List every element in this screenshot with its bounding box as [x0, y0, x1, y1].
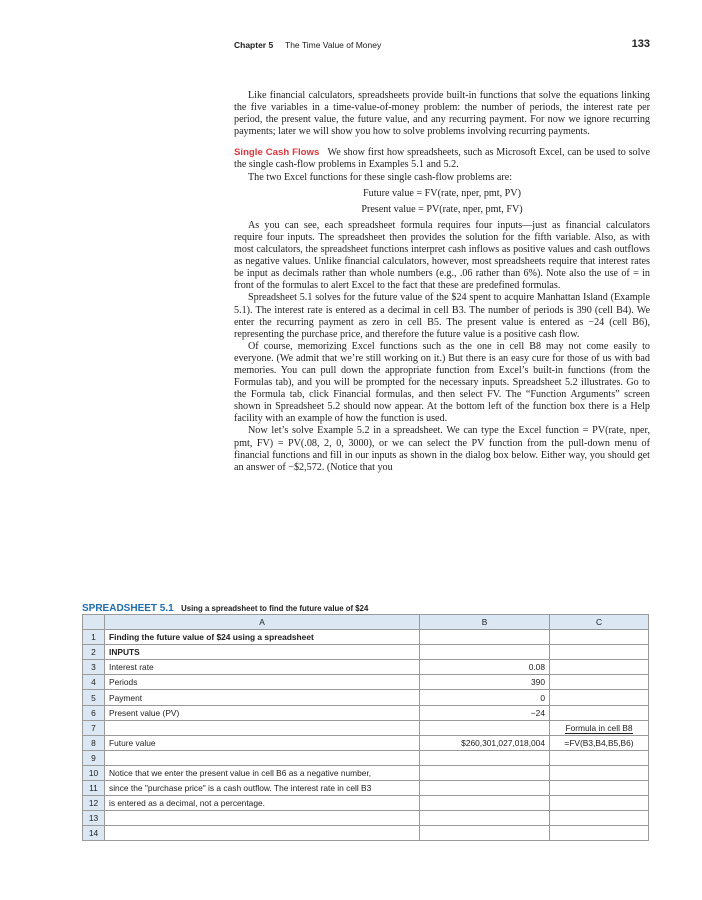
- cell-b13: [420, 811, 550, 826]
- table-row: [83, 630, 649, 645]
- table-row: [83, 690, 649, 705]
- column-header-a: A: [105, 615, 420, 630]
- spreadsheet-table: [82, 614, 649, 841]
- formula-note-label: Formula in cell B8: [565, 722, 633, 733]
- row-number: 7: [83, 720, 105, 735]
- cell-b11: [420, 781, 550, 796]
- cell-b1: [420, 630, 550, 645]
- cell-b7: [420, 720, 550, 735]
- cell-c2: [550, 645, 649, 660]
- cell-c6: [550, 705, 649, 720]
- table-row: [83, 675, 649, 690]
- table-row: [83, 750, 649, 765]
- row-number: 8: [83, 735, 105, 750]
- body-text: [234, 90, 650, 474]
- cell-a7: [105, 720, 420, 735]
- cell-a13: [105, 811, 420, 826]
- row-number: 6: [83, 705, 105, 720]
- cell-b10: [420, 765, 550, 780]
- corner-cell: [83, 615, 105, 630]
- row-number: 2: [83, 645, 105, 660]
- page-number: 133: [631, 38, 650, 50]
- paragraph-6: Of course, memorizing Excel functions such as the one in cell B8 may not come easily to everyone. (We admit that we’re still working on it.) But there is an easy cure for those of us with bad memories. You can pull down the appropriate function from Excel’s built-in functions (from the Formulas tab), and you will be prompted for the necessary inputs. Spreadsheet 5.2 illustrates. Go to the Formula tab, click Financial formulas, and then select FV. The “Function Arguments” screen shown in Spreadsheet 5.2 should now appear. At the bottom left of the function box there is a Help facility with an example of how the function is used.: [234, 340, 650, 425]
- cell-a9: [105, 750, 420, 765]
- cell-a2: INPUTS: [105, 645, 420, 660]
- paragraph-2-text: We show first how spreadsheets, such as Microsoft Excel, can be used to solve the single cash-flow problems in Examples 5.1 and 5.2.: [234, 147, 650, 171]
- table-row: [83, 781, 649, 796]
- cell-c1: [550, 630, 649, 645]
- chapter-title: The Time Value of Money: [285, 40, 382, 50]
- row-number: 1: [83, 630, 105, 645]
- cell-c8: =FV(B3,B4,B5,B6): [550, 735, 649, 750]
- row-number: 5: [83, 690, 105, 705]
- table-row: [83, 645, 649, 660]
- cell-c4: [550, 675, 649, 690]
- cell-a12: is entered as a decimal, not a percentage.: [105, 796, 420, 811]
- cell-c9: [550, 750, 649, 765]
- row-number: 11: [83, 781, 105, 796]
- cell-a4: Periods: [105, 675, 420, 690]
- paragraph-2: [234, 147, 650, 171]
- section-heading: Single Cash Flows: [234, 147, 320, 159]
- cell-a10: Notice that we enter the present value in cell B6 as a negative number,: [105, 765, 420, 780]
- cell-b14: [420, 826, 550, 841]
- page-header: [234, 38, 650, 54]
- cell-a6: Present value (PV): [105, 705, 420, 720]
- cell-c12: [550, 796, 649, 811]
- cell-c3: [550, 660, 649, 675]
- table-row: [83, 796, 649, 811]
- cell-b2: [420, 645, 550, 660]
- table-row: [83, 811, 649, 826]
- cell-c10: [550, 765, 649, 780]
- formula-future-value: Future value = FV(rate, nper, pmt, PV): [363, 187, 521, 199]
- column-header-b: B: [420, 615, 550, 630]
- cell-a3: Interest rate: [105, 660, 420, 675]
- formula-present-value: Present value = PV(rate, nper, pmt, FV): [361, 203, 523, 215]
- row-number: 3: [83, 660, 105, 675]
- chapter-number: Chapter 5: [234, 40, 274, 50]
- table-row: [83, 765, 649, 780]
- cell-b8: $260,301,027,018,004: [420, 735, 550, 750]
- cell-a14: [105, 826, 420, 841]
- column-header-row: [83, 615, 649, 630]
- cell-c14: [550, 826, 649, 841]
- table-row: [83, 826, 649, 841]
- paragraph-4: As you can see, each spreadsheet formula requires four inputs—just as financial calculators require four inputs. The spreadsheet then provides the solution for the fifth variable. Also, as with most calculators, the spreadsheet functions interpret cash inflows as positive values and cash outflows as negative values. Unlike financial calculators, however, most spreadsheets require that interest rates be input as decimals rather than whole numbers (e.g., .06 rather than 6%). Note also the use of = in front of the formulas to alert Excel to the fact that these are predefined formulas.: [234, 219, 650, 292]
- cell-b4: 390: [420, 675, 550, 690]
- table-row: [83, 735, 649, 750]
- cell-c13: [550, 811, 649, 826]
- row-number: 12: [83, 796, 105, 811]
- cell-b5: 0: [420, 690, 550, 705]
- table-row: [83, 660, 649, 675]
- row-number: 10: [83, 765, 105, 780]
- cell-a5: Payment: [105, 690, 420, 705]
- paragraph-5: Spreadsheet 5.1 solves for the future value of the $24 spent to acquire Manhattan Island (Example 5.1). The interest rate is entered as a decimal in cell B3. The number of periods is 390 (cell B4). We enter the recurring payment as zero in cell B5. The present value is entered as −24 (cell B6), representing the purchase price, and therefore the future value is a positive cash flow.: [234, 292, 650, 340]
- table-row: [83, 720, 649, 735]
- cell-a11: since the "purchase price" is a cash outflow. The interest rate in cell B3: [105, 781, 420, 796]
- spreadsheet-label: SPREADSHEET 5.1: [82, 603, 174, 614]
- cell-c11: [550, 781, 649, 796]
- table-row: [83, 705, 649, 720]
- cell-b6: −24: [420, 705, 550, 720]
- row-number: 14: [83, 826, 105, 841]
- paragraph-7: Now let’s solve Example 5.2 in a spreadsheet. We can type the Excel function = PV(rate, nper, pmt, FV) = PV(.08, 2, 0, 3000), or we can select the PV function from the pull-down menu of financial functions and fill in our inputs as shown in the dialog box below. Either way, you should get an answer of −$2,572. (Notice that you: [234, 425, 650, 473]
- column-header-c: C: [550, 615, 649, 630]
- cell-a1: Finding the future value of $24 using a spreadsheet: [105, 630, 420, 645]
- paragraph-1: Like financial calculators, spreadsheets provide built-in functions that solve the equations linking the five variables in a time-value-of-money problem: the number of periods, the interest rate per period, the present value, the future value, and any recurring payment. For now we ignore recurring payments; later we will show you how to solve problems involving recurring payments.: [234, 90, 650, 138]
- cell-c5: [550, 690, 649, 705]
- row-number: 13: [83, 811, 105, 826]
- cell-b9: [420, 750, 550, 765]
- cell-a8: Future value: [105, 735, 420, 750]
- cell-c7: [550, 720, 649, 735]
- row-number: 4: [83, 675, 105, 690]
- cell-b3: 0.08: [420, 660, 550, 675]
- cell-b12: [420, 796, 550, 811]
- row-number: 9: [83, 750, 105, 765]
- paragraph-3: The two Excel functions for these single cash-flow problems are:: [248, 171, 513, 183]
- spreadsheet-caption: Using a spreadsheet to find the future value of $24: [181, 604, 369, 613]
